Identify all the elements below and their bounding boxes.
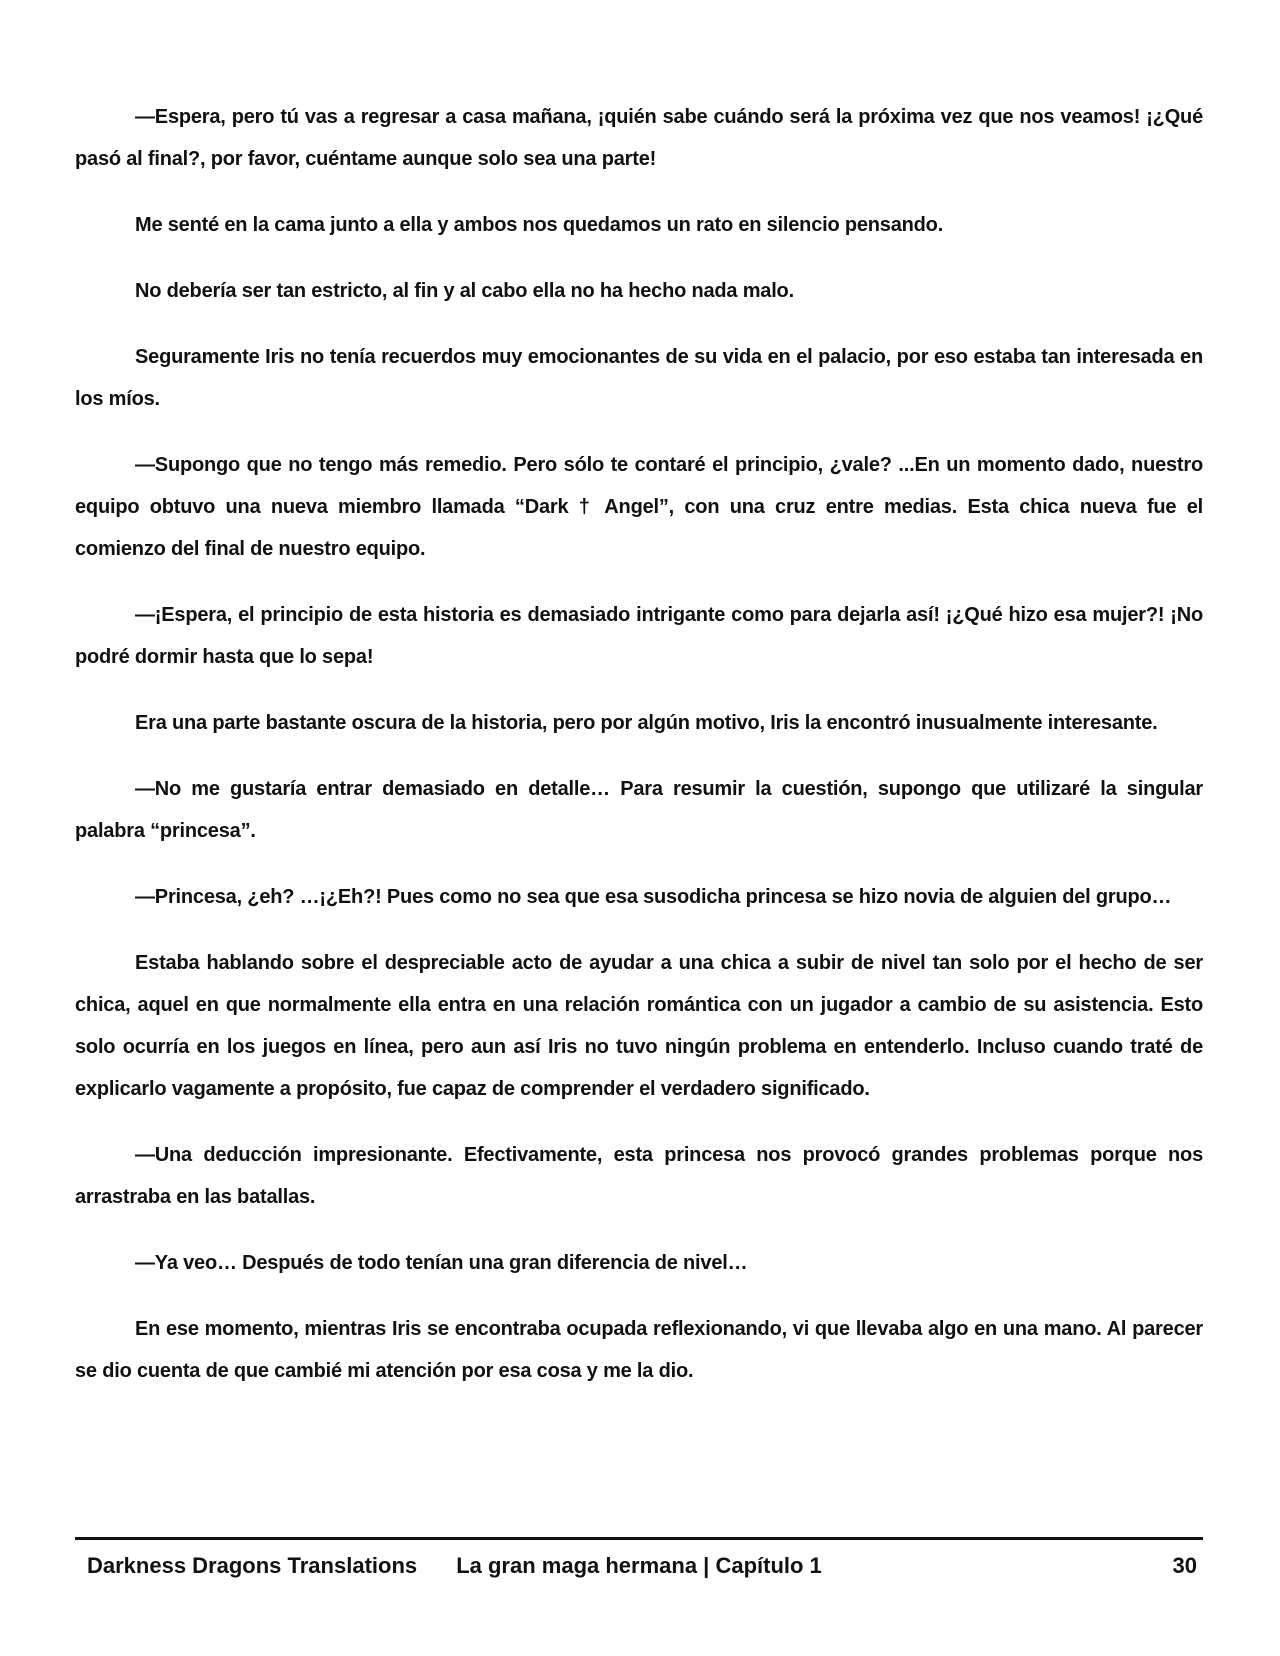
paragraph: Era una parte bastante oscura de la historia, pero por algún motivo, Iris la encontró inusualmente interesante. <box>135 712 1158 734</box>
paragraph: En ese momento, mientras Iris se encontraba ocupada reflexionando, vi que llevaba algo en una mano. Al parecer se dio cuenta de que cambié mi atención por esa cosa y me la dio. <box>75 1318 1203 1382</box>
paragraph: —Princesa, ¿eh? …¡¿Eh?! Pues como no sea que esa susodicha princesa se hizo novia de alguien del grupo… <box>135 886 1172 908</box>
paragraph: No debería ser tan estricto, al fin y al cabo ella no ha hecho nada malo. <box>135 280 794 302</box>
paragraph: —Supongo que no tengo más remedio. Pero sólo te contaré el principio, ¿vale? ...En un momento dado, nuestro equipo obtuvo una nueva miembro llamada “Dark † Angel”, con una cruz entre medias. Esta chica nueva fue el comienzo del final de nuestro equipo. <box>75 454 1203 560</box>
footer-book-chapter: La gran maga hermana | Capítulo 1 <box>456 1553 822 1578</box>
footer-divider <box>75 1537 1203 1540</box>
paragraph: —Ya veo… Después de todo tenían una gran diferencia de nivel… <box>135 1252 748 1274</box>
body-text <box>75 96 1203 1416</box>
paragraph: Estaba hablando sobre el despreciable acto de ayudar a una chica a subir de nivel tan solo por el hecho de ser chica, aquel en que normalmente ella entra en una relación romántica con un jugador a cambio de su asistencia. Esto solo ocurría en los juegos en línea, pero aun así Iris no tuvo ningún problema en entenderlo. Incluso cuando traté de explicarlo vagamente a propósito, fue capaz de comprender el verdadero significado. <box>75 952 1203 1100</box>
paragraph: Seguramente Iris no tenía recuerdos muy emocionantes de su vida en el palacio, por eso estaba tan interesada en los míos. <box>75 346 1203 410</box>
paragraph: Me senté en la cama junto a ella y ambos nos quedamos un rato en silencio pensando. <box>135 214 944 236</box>
footer-translator-name: Darkness Dragons Translations <box>87 1553 418 1578</box>
paragraph: —¡Espera, el principio de esta historia es demasiado intrigante como para dejarla así! ¡¿Qué hizo esa mujer?! ¡No podré dormir hasta que lo sepa! <box>75 604 1203 668</box>
page-footer <box>75 1546 1203 1586</box>
footer-page-number: 30 <box>1172 1553 1197 1578</box>
paragraph: —Una deducción impresionante. Efectivamente, esta princesa nos provocó grandes problemas porque nos arrastraba en las batallas. <box>75 1144 1203 1208</box>
paragraph: —Espera, pero tú vas a regresar a casa mañana, ¡quién sabe cuándo será la próxima vez que nos veamos! ¡¿Qué pasó al final?, por favor, cuéntame aunque solo sea una parte! <box>75 106 1203 170</box>
paragraph: —No me gustaría entrar demasiado en detalle… Para resumir la cuestión, supongo que utilizaré la singular palabra “princesa”. <box>75 778 1203 842</box>
